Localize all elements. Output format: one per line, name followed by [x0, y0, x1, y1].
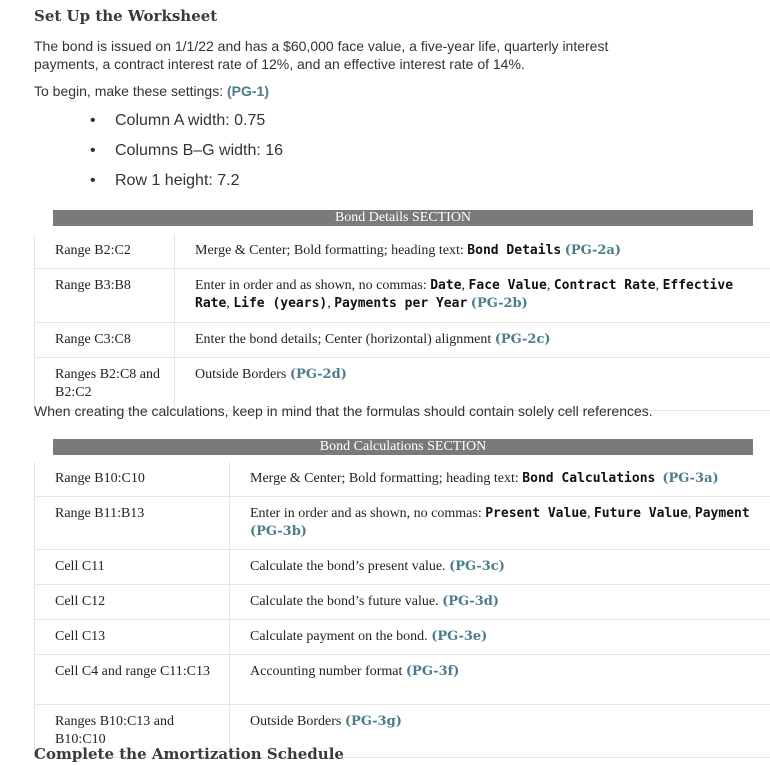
instruction-cell: Enter in order and as shown, no commas: Date, Face Value, Contract Rate, Effective Rate, Life (years), Payments per Year (PG-2b) [175, 269, 770, 323]
table-row [35, 655, 770, 705]
range-cell: Cell C12 [35, 585, 230, 620]
instruction-cell: Outside Borders (PG-2d) [175, 358, 770, 411]
instruction-cell: Outside Borders (PG-3g) [230, 705, 770, 758]
range-cell: Cell C11 [35, 550, 230, 585]
bullet-icon: • [90, 172, 96, 189]
instruction-cell: Merge & Center; Bold formatting; heading text: Bond Calculations (PG-3a) [230, 462, 770, 497]
setting-text: Column A width: 0.75 [115, 112, 266, 129]
range-cell: Range B3:B8 [35, 269, 175, 323]
setting-text: Row 1 height: 7.2 [115, 172, 240, 189]
table-row [35, 550, 770, 585]
range-cell: Range B2:C2 [35, 234, 175, 269]
instruction-cell: Enter the bond details; Center (horizontal) alignment (PG-2c) [175, 323, 770, 358]
list-item [90, 140, 283, 170]
heading-complete: Complete the Amortization Schedule [34, 745, 344, 763]
range-cell: Range C3:C8 [35, 323, 175, 358]
table-row [35, 323, 770, 358]
table-row [35, 497, 770, 550]
bond-calculations-table [34, 462, 770, 758]
table-row [35, 269, 770, 323]
bond-calculations-section-bar: Bond Calculations SECTION [53, 439, 753, 455]
range-cell: Cell C13 [35, 620, 230, 655]
bond-details-section-bar: Bond Details SECTION [53, 210, 753, 226]
instruction-cell: Merge & Center; Bold formatting; heading text: Bond Details (PG-2a) [175, 234, 770, 269]
range-cell: Range B11:B13 [35, 497, 230, 550]
table-row [35, 585, 770, 620]
pg-1-link: (PG-1) [227, 83, 269, 99]
begin-text: To begin, make these settings: [34, 83, 227, 99]
settings-list [90, 110, 283, 200]
setting-text: Columns B–G width: 16 [115, 142, 284, 159]
range-cell: Ranges B10:C13 and B10:C10 [35, 705, 230, 758]
heading-setup: Set Up the Worksheet [34, 7, 218, 25]
table-row [35, 234, 770, 269]
begin-paragraph [34, 82, 269, 100]
instruction-cell: Accounting number format (PG-3f) [230, 655, 770, 705]
table-row [35, 462, 770, 497]
list-item [90, 170, 283, 200]
intro-paragraph: The bond is issued on 1/1/22 and has a $60,000 face value, a five-year life, quarterly interest payments, a contract interest rate of 12%, and an effective interest rate of 14%. [34, 38, 609, 72]
table-row [35, 620, 770, 655]
range-cell: Range B10:C10 [35, 462, 230, 497]
list-item [90, 110, 283, 140]
range-cell: Ranges B2:C8 and B2:C2 [35, 358, 175, 411]
bond-details-table [34, 234, 770, 411]
instruction-cell: Calculate the bond’s present value. (PG-3c) [230, 550, 770, 585]
range-cell: Cell C4 and range C11:C13 [35, 655, 230, 705]
bullet-icon: • [90, 112, 96, 129]
between-paragraph: When creating the calculations, keep in mind that the formulas should contain solely cell references. [34, 403, 653, 419]
instruction-cell: Calculate the bond’s future value. (PG-3d) [230, 585, 770, 620]
instruction-cell: Enter in order and as shown, no commas: Present Value, Future Value, Payment (PG-3b) [230, 497, 770, 550]
instruction-cell: Calculate payment on the bond. (PG-3e) [230, 620, 770, 655]
bullet-icon: • [90, 142, 96, 159]
